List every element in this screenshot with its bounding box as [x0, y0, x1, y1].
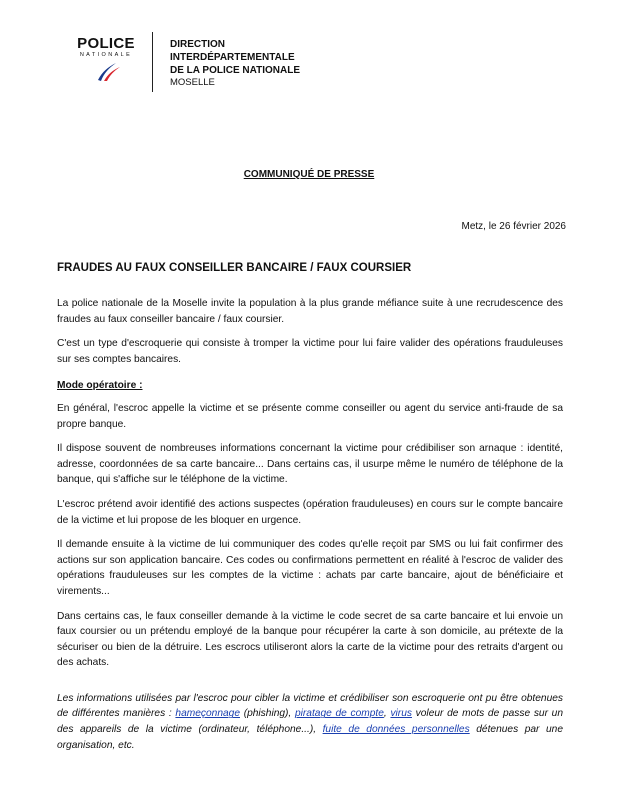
logo-police-text: POLICE — [77, 35, 135, 52]
paragraph-3: L'escroc prétend avoir identifié des actions suspectes (opération frauduleuses) en cours sur le compte bancaire de la victime et lui propose de les bloquer en urgence. — [57, 498, 563, 526]
date-line: Metz, le 26 février 2026 — [461, 221, 566, 232]
press-release-label: COMMUNIQUÉ DE PRESSE — [243, 169, 375, 180]
intro-paragraph-1: La police nationale de la Moselle invite la population à la plus grande méfiance suite à une recrudescence des fraudes au faux conseiller bancaire / faux coursier. — [57, 298, 563, 325]
direction-line-2: INTERDÉPARTEMENTALE — [170, 52, 295, 63]
document-body — [57, 296, 563, 762]
link-virus[interactable]: virus — [390, 708, 412, 720]
page-title: FRAUDES AU FAUX CONSEILLER BANCAIRE / FAUX COURSIER — [57, 262, 412, 274]
header-divider — [152, 32, 153, 92]
direction-line-1: DIRECTION — [170, 39, 225, 50]
info-text-5: détenues par une organisation, etc. — [57, 724, 563, 751]
link-piratage-de-compte[interactable]: piratage de compte — [294, 708, 384, 720]
info-text-2: (phishing), — [240, 708, 295, 720]
paragraph-4: Il demande ensuite à la victime de lui communiquer des codes qu'elle reçoit par SMS ou lui fait confirmer des actions sur son application bancaire. Ces codes ou confirmations permettent en réalité à l'escroc de valider des opérations frauduleuses sur les comptes de la victime : achats par carte bancaire, ajout de bénéficiaire et virements... — [57, 539, 563, 597]
link-hameconnage[interactable]: hameçonnage — [175, 708, 240, 720]
info-paragraph — [57, 691, 563, 753]
info-text-3: , — [383, 708, 391, 720]
paragraph-2: Il dispose souvent de nombreuses informations concernant la victime pour crédibiliser son arnaque : identité, adresse, coordonnées de sa carte bancaire... Dans certains cas, il usurpe même le numéro de téléphone de la banque, qui s'affiche sur le téléphone de la victime. — [57, 443, 563, 486]
section-heading: Mode opératoire : — [57, 380, 143, 392]
link-fuite-de-donnees[interactable]: fuite de données personnelles — [322, 724, 470, 736]
direction-block — [170, 38, 300, 89]
info-text-1: Les informations utilisées par l'escroc pour cibler la victime et crédibiliser son escroquerie ont pu être obtenues de différentes manières : — [57, 692, 563, 720]
intro-paragraph-2: C'est un type d'escroquerie qui consiste à tromper la victime pour lui faire valider des opérations frauduleuses sur ses comptes bancaires. — [57, 338, 563, 365]
department-name: MOSELLE — [170, 77, 215, 88]
tricolor-flame-icon — [86, 60, 126, 82]
direction-line-3: DE LA POLICE NATIONALE — [170, 65, 300, 76]
paragraph-5: Dans certains cas, le faux conseiller demande à la victime le code secret de sa carte bancaire et lui envoie un faux coursier ou un prétendu employé de la banque pour récupérer la carte à son domicile, au prétexte de la sécuriser ou bien de la détruire. Les escrocs utiliseront alors la carte de la victime pour des retraits d'argent ou des achats. — [57, 610, 563, 669]
info-text-4: voleur de mots de passe sur un des appareils de la victime (ordinateur, téléphone...), — [57, 708, 564, 736]
paragraph-1: En général, l'escroc appelle la victime et se présente comme conseiller ou agent du service anti-fraude de sa propre banque. — [57, 402, 563, 430]
logo-nationale-text: NATIONALE — [79, 52, 133, 58]
police-nationale-logo — [70, 36, 142, 82]
